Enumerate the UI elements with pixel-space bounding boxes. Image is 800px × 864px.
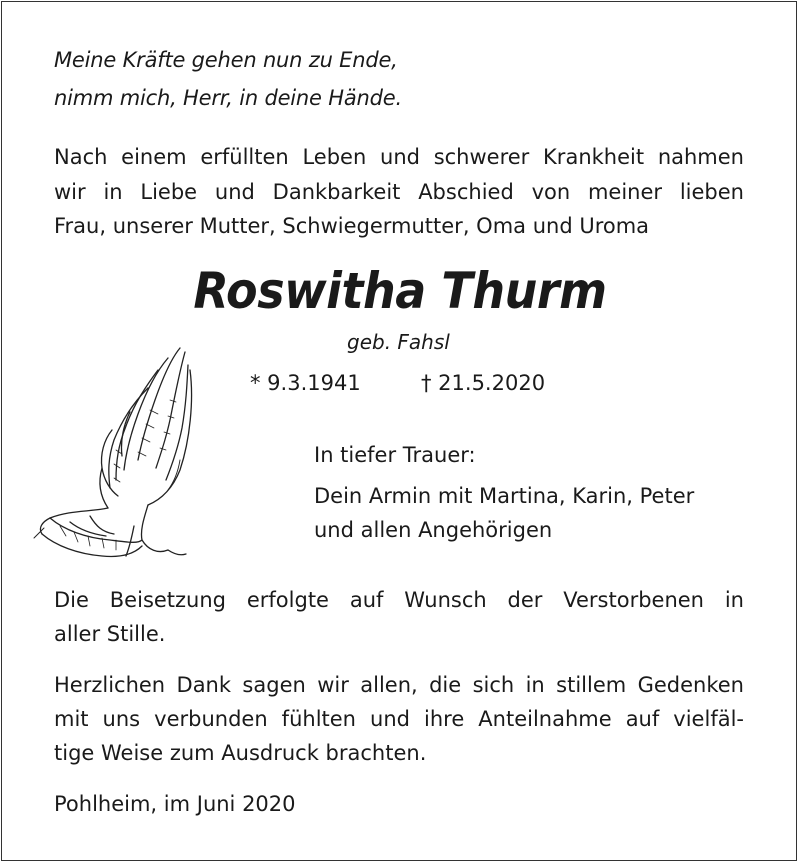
mourners-line-1: Dein Armin mit Martina, Karin, Peter: [314, 484, 695, 508]
intro-line-3: Frau, unserer Mutter, Schwiegermutter, Oma und Uroma: [54, 214, 650, 238]
burial-line-1: Die Beisetzung erfolgte auf Wunsch der Verstorbenen in: [54, 588, 744, 612]
burial-line-2: aller Stille.: [54, 622, 166, 646]
praying-hands-icon: [30, 340, 200, 565]
thanks-line-2: mit uns verbunden fühlten und ihre Anteilnahme auf vielfäl-: [54, 707, 744, 731]
thanks-line-3: tige Weise zum Ausdruck brachten.: [54, 741, 427, 765]
intro-line-1: Nach einem erfüllten Leben und schwerer Krankheit nahmen: [54, 145, 744, 169]
verse-line-1: Meine Kräfte gehen nun zu Ende,: [54, 48, 398, 72]
birth-date: * 9.3.1941: [250, 371, 361, 395]
death-date: † 21.5.2020: [421, 371, 546, 395]
verse-line-2: nimm mich, Herr, in deine Hände.: [54, 86, 402, 110]
mourners-heading: In tiefer Trauer:: [314, 443, 476, 467]
deceased-name: Roswitha Thurm: [193, 262, 607, 320]
birth-name: geb. Fahsl: [347, 330, 450, 354]
thanks-line-1: Herzlichen Dank sagen wir allen, die sich in stillem Gedenken: [54, 673, 744, 697]
intro-line-2: wir in Liebe und Dankbarkeit Abschied von meiner lieben: [54, 180, 744, 204]
closing-place-date: Pohlheim, im Juni 2020: [54, 792, 296, 816]
mourners-line-2: und allen Angehörigen: [314, 518, 553, 542]
